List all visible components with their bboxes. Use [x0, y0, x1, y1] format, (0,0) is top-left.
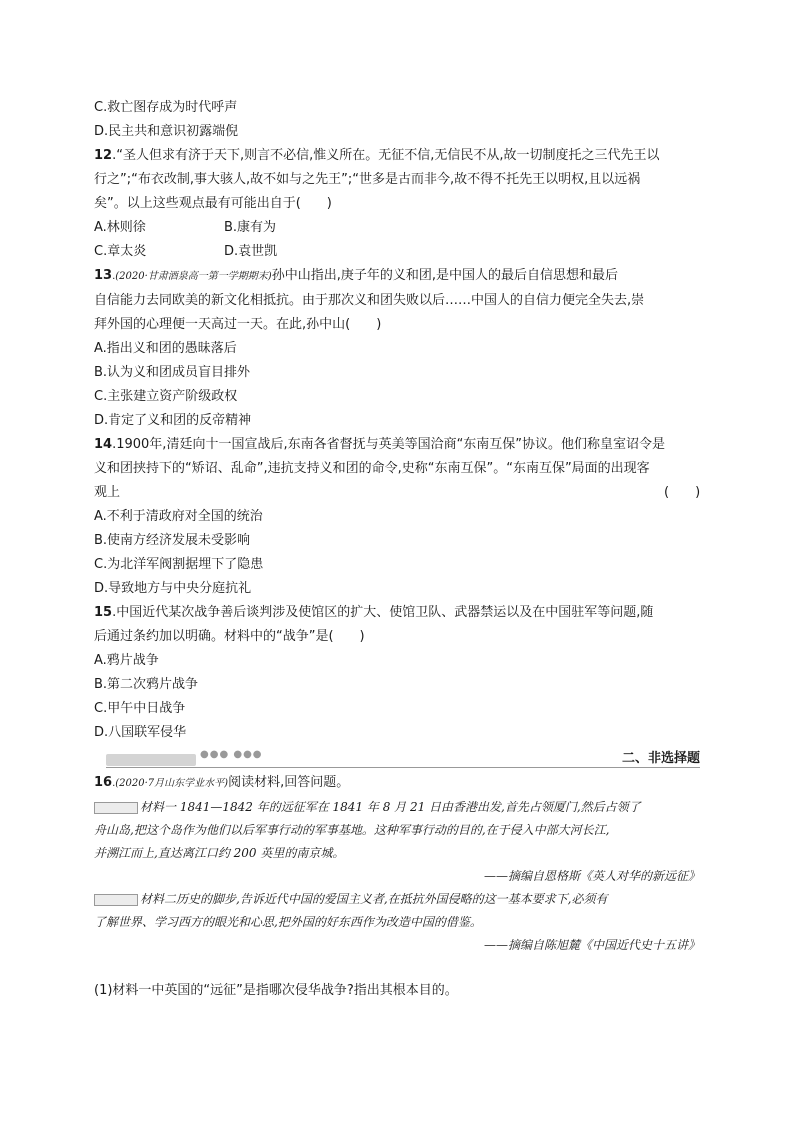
section-header-dots: ●●● ●●● [200, 749, 263, 760]
material-1-source: ——摘编自恩格斯《英人对华的新远征》 [483, 869, 700, 883]
section-header [94, 747, 700, 771]
q12-option-c: C.章太炎 [94, 244, 147, 259]
section-title: 二、非选择题 [621, 751, 700, 766]
question-13 [94, 264, 700, 433]
q12-option-a: A.林则徐 [94, 220, 146, 235]
section-header-bar [106, 754, 196, 766]
q16-number: 16 [94, 775, 113, 790]
q13-stem-line1: 孙中山指出,庚子年的义和团,是中国人的最后自信思想和最后 [271, 268, 618, 283]
question-14 [94, 433, 700, 601]
q13-option-d: D.肯定了义和团的反帝精神 [94, 413, 252, 428]
q16-intro: 阅读材料,回答问题。 [228, 775, 350, 790]
question-15 [94, 601, 700, 745]
q14-option-a: A.不利于清政府对全国的统治 [94, 509, 263, 524]
q11-option-c: C.救亡图存成为时代呼声 [94, 100, 238, 115]
q15-option-c: C.甲午中日战争 [94, 701, 186, 716]
q11-option-d: D.民主共和意识初露端倪 [94, 124, 239, 139]
material-2-line1: 材料二历史的脚步,告诉近代中国的爱国主义者,在抵抗外国侵略的这一基本要求下,必须有 [140, 892, 608, 906]
q14-stem-line2: 义和团挟持下的“矫诏、乱命”,违抗支持义和团的命令,史称“东南互保”。“东南互保”局面的出现客 [94, 461, 650, 476]
q16-subquestion-1: (1)材料一中英国的“远征”是指哪次侵华战争?指出其根本目的。 [94, 983, 458, 998]
q13-option-b: B.认为义和团成员盲目排外 [94, 365, 251, 380]
material-2-tag [94, 894, 138, 906]
q14-option-b: B.使南方经济发展未受影响 [94, 533, 251, 548]
q12-number: 12 [94, 148, 113, 163]
q12-option-b: B.康有为 [224, 220, 277, 235]
q14-answer-paren: ( ) [664, 485, 701, 500]
q13-option-a: A.指出义和团的愚昧落后 [94, 341, 237, 356]
q12-stem-line3: 矣”。以上这些观点最有可能出自于( ) [94, 196, 332, 211]
q16-source: .(2020·7月山东学业水平) [112, 778, 229, 789]
q15-option-a: A.鸦片战争 [94, 653, 159, 668]
q12-stem-line1: .“圣人但求有济于天下,则言不必信,惟义所在。无征不信,无信民不从,故一切制度托之三代先王以 [112, 148, 660, 163]
material-1-line1: 材料一 1841—1842 年的远征军在 1841 年 8 月 21 日由香港出发,首先占领厦门,然后占领了 [140, 800, 641, 814]
q12-stem-line2: 行之”;“布衣改制,事大骇人,故不如与之先王”;“世多是古而非今,故不得不托先王以明权,且以远祸 [94, 172, 641, 187]
q12-option-d: D.袁世凯 [224, 244, 278, 259]
material-1-tag [94, 802, 138, 814]
q14-stem-line3: 观上 [94, 485, 121, 500]
q15-stem-line2: 后通过条约加以明确。材料中的“战争”是( ) [94, 629, 365, 644]
material-2-line2: 了解世界、学习西方的眼光和心思,把外国的好东西作为改造中国的借鉴。 [94, 915, 482, 929]
q13-source: .(2020·甘肃酒泉高一第一学期期末) [112, 271, 272, 282]
q14-option-c: C.为北洋军阀割据埋下了隐患 [94, 557, 264, 572]
material-1-line3: 并溯江而上,直达离江口约 200 英里的南京城。 [94, 846, 345, 860]
q14-option-d: D.导致地方与中央分庭抗礼 [94, 581, 252, 596]
document-page [94, 96, 700, 1003]
q15-number: 15 [94, 605, 113, 620]
q14-number: 14 [94, 437, 113, 452]
q13-stem-line3: 拜外国的心理便一天高过一天。在此,孙中山( ) [94, 317, 382, 332]
q14-stem-line1: .1900年,清廷向十一国宣战后,东南各省督抚与英美等国洽商“东南互保”协议。他们称皇室诏令是 [112, 437, 666, 452]
question-16 [94, 771, 700, 1003]
section-header-rule [106, 767, 700, 768]
question-12 [94, 144, 700, 264]
q13-stem-line2: 自信能力去同欧美的新文化相抵抗。由于那次义和团失败以后……中国人的自信力便完全失去,崇 [94, 293, 645, 308]
q13-option-c: C.主张建立资产阶级政权 [94, 389, 238, 404]
q15-option-b: B.第二次鸦片战争 [94, 677, 199, 692]
material-2-source: ——摘编自陈旭麓《中国近代史十五讲》 [483, 938, 700, 952]
material-1-line2: 舟山岛,把这个岛作为他们以后军事行动的军事基地。这种军事行动的目的,在于侵入中部大河长江, [94, 823, 610, 837]
q15-option-d: D.八国联军侵华 [94, 725, 187, 740]
q13-number: 13 [94, 268, 113, 283]
q15-stem-line1: .中国近代某次战争善后谈判涉及使馆区的扩大、使馆卫队、武器禁运以及在中国驻军等问题,随 [112, 605, 654, 620]
